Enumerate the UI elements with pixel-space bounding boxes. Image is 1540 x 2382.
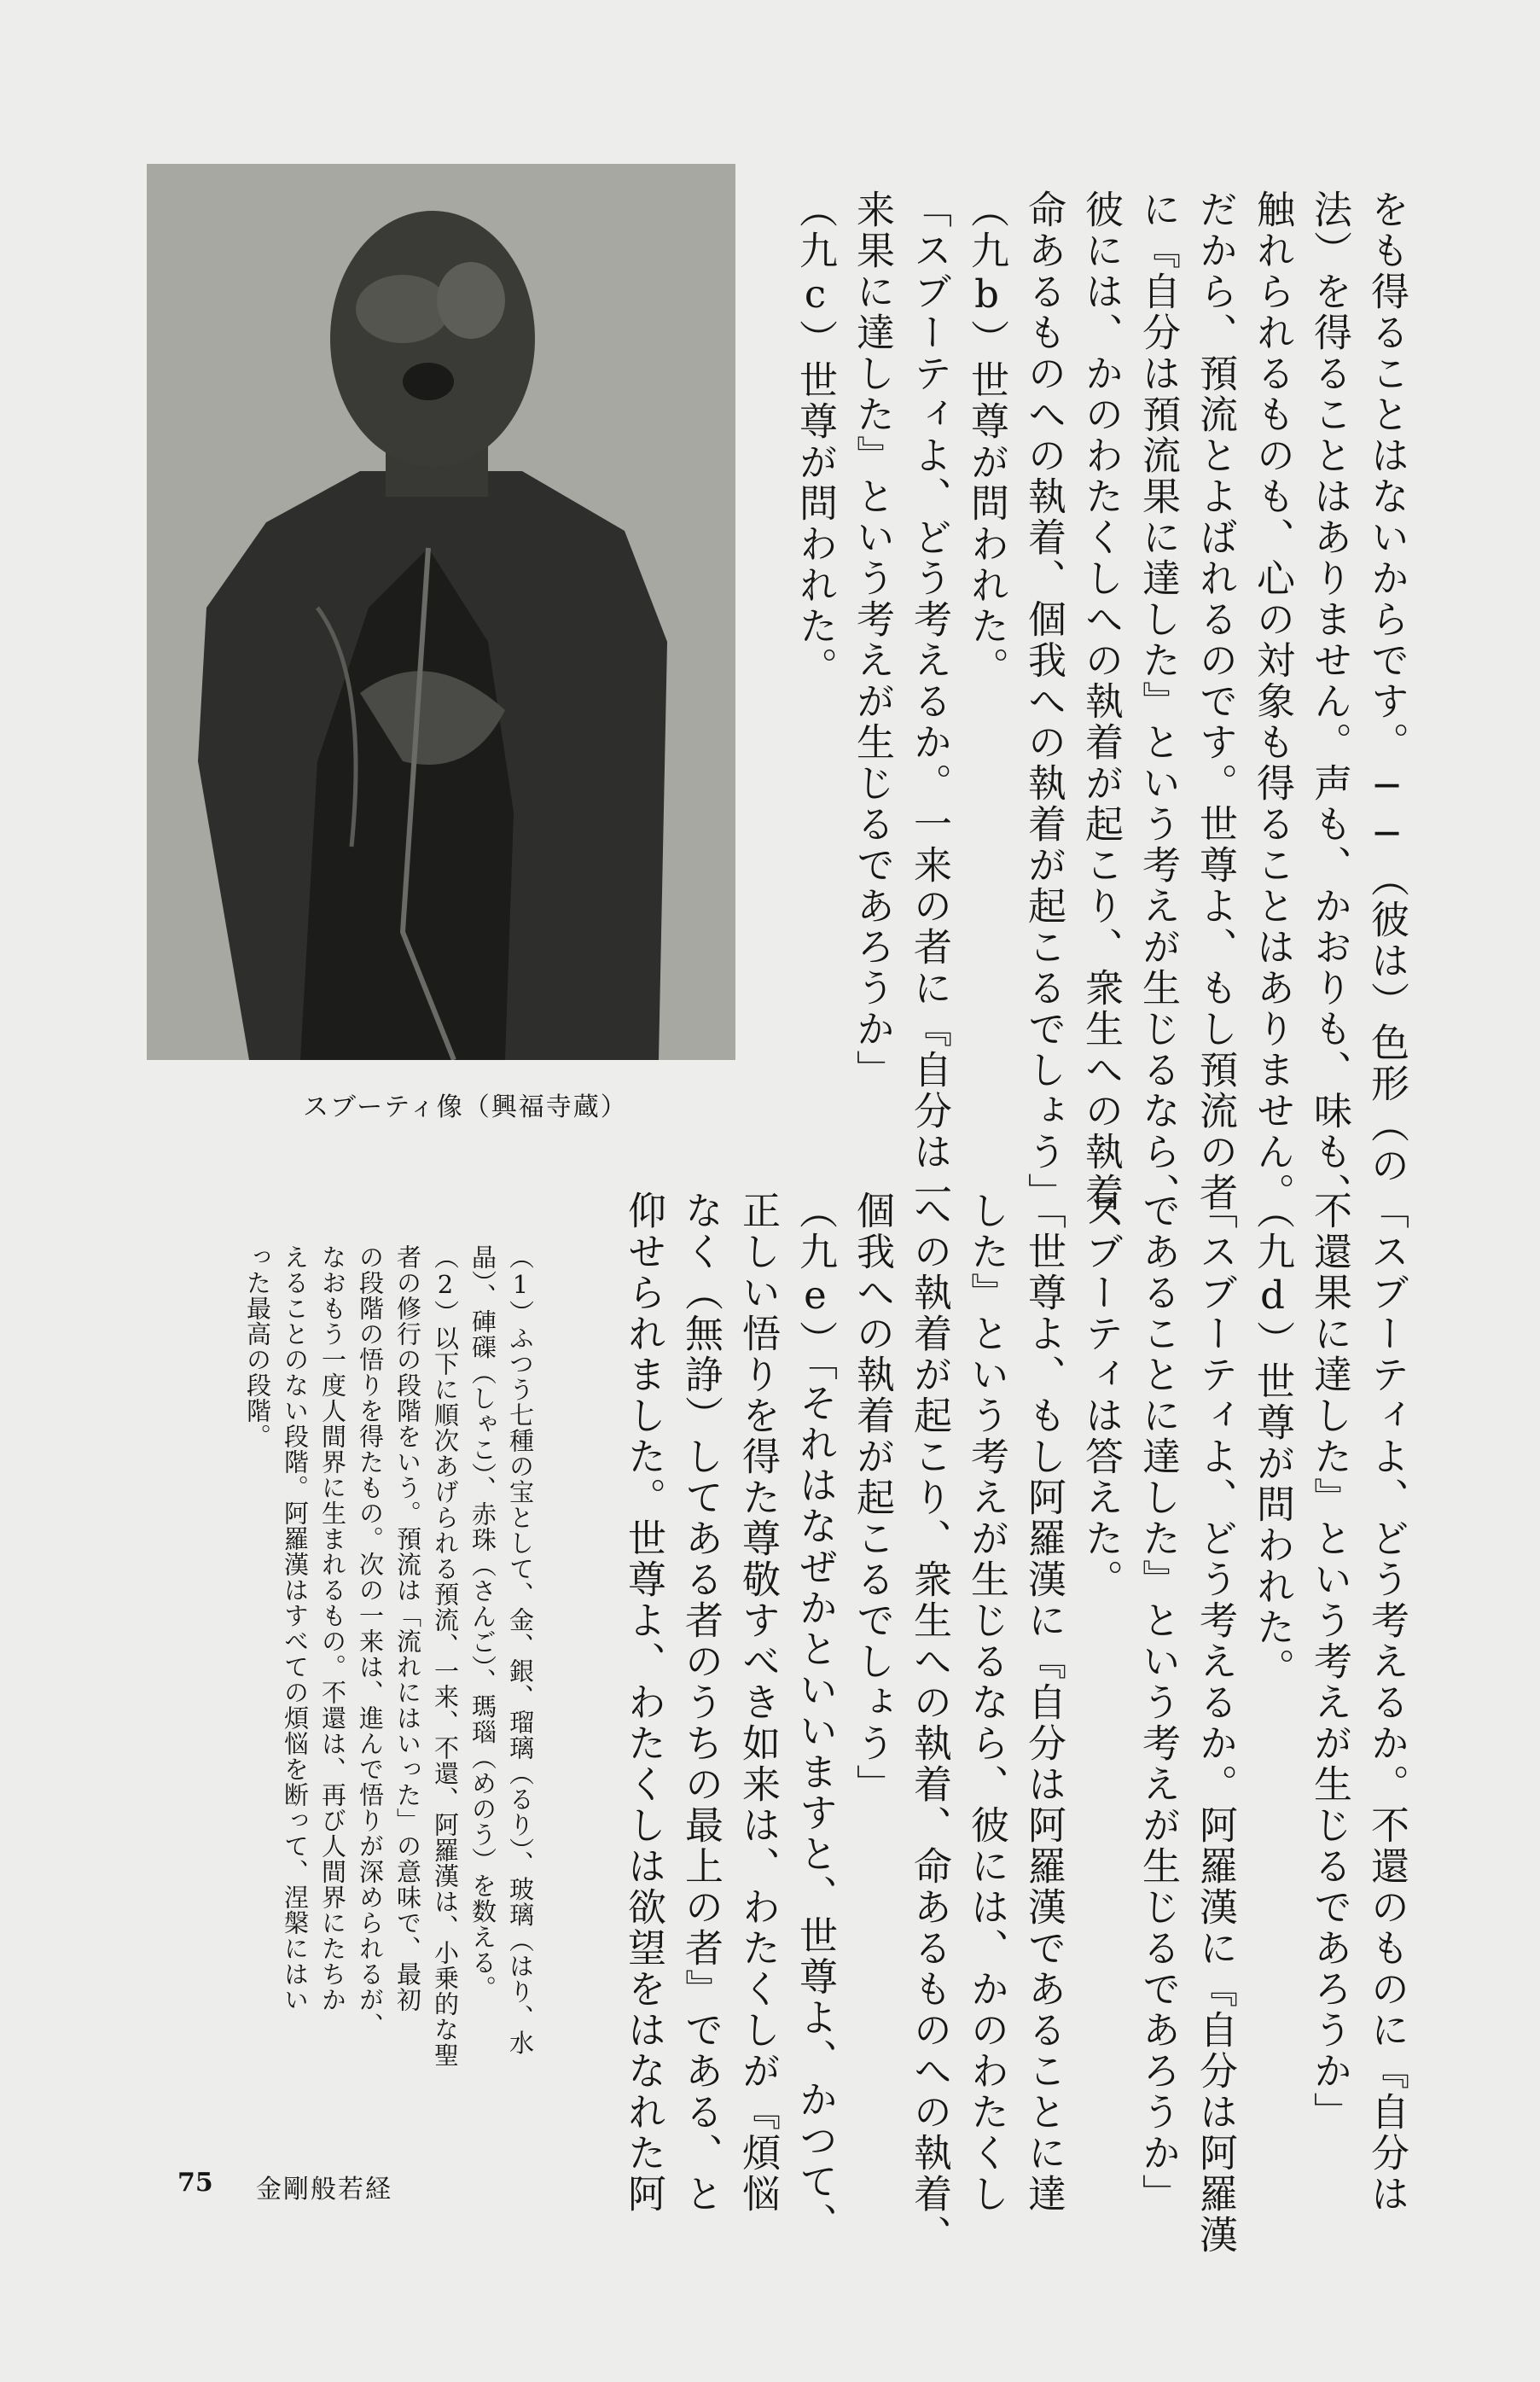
footnote-line: 晶）、硨磲（しゃこ）、赤珠（さんご）、瑪瑙（めのう）を数える。 (468, 1244, 497, 2001)
photo-caption: スブーティ像（興福寺蔵） (303, 1092, 628, 1122)
text-column: なく（無諍）してある者のうちの最上の者』である、と (678, 1191, 724, 2215)
page-number: 75 (177, 2168, 213, 2198)
footnote-line: なおもう一度人間界に生まれるもの。不還は、再び人間界にたちか (318, 1244, 347, 2012)
text-column: 来果に達した』という考えが生じるであろうか」 (850, 189, 895, 1091)
text-column: 命あるものへの執着、個我への執着が起こるでしょう」 (1021, 189, 1066, 1214)
footnote-line: った最高の段階。 (243, 1244, 272, 1449)
text-column: （九c）世尊が問われた。 (793, 189, 838, 688)
text-column: 「スブーティよ、どう考えるか。不還のものに『自分は (1364, 1191, 1409, 2215)
text-column: （九e）「それはなぜかといいますと、世尊よ、かつて、 (793, 1191, 838, 2244)
footnote-line: の段階の悟りを得たもの。次の一来は、進んで悟りが深められるが、 (356, 1244, 385, 2038)
text-column: に『自分は預流果に達した』という考えが生じるなら、 (1136, 189, 1181, 1214)
text-column: （九b）世尊が問われた。 (964, 189, 1009, 688)
subhuti-statue-photo (147, 164, 735, 1060)
text-column: をも得ることはないからです。──（彼は）色形（の (1364, 189, 1409, 1186)
text-column: への執着が起こり、衆生への執着、命あるものへの執着、 (907, 1191, 952, 2256)
text-column: 「世尊よ、もし阿羅漢に『自分は阿羅漢であることに達 (1021, 1191, 1066, 2215)
footnote-line: （2）以下に順次あげられる預流、一来、不還、阿羅漢は、小乗的な聖 (431, 1244, 460, 2068)
text-column: 個我への執着が起こるでしょう」 (850, 1191, 895, 1805)
text-column: だから、預流とよばれるのです。世尊よ、もし預流の者 (1193, 189, 1238, 1214)
text-column: 仰せられました。世尊よ、わたくしは欲望をはなれた阿 (621, 1191, 666, 2215)
text-column: 法）を得ることはありません。声も、かおりも、味も、 (1307, 189, 1352, 1214)
text-column: であることに達した』という考えが生じるであろうか」 (1136, 1191, 1181, 2215)
footnote-line: 者の修行の段階をいう。預流は「流れにはいった」の意味で、最初 (393, 1244, 422, 2012)
text-column: した』という考えが生じるなら、彼には、かのわたくし (964, 1191, 1009, 2215)
statue-photo-icon (147, 164, 735, 1060)
text-column: 「スブーティよ、どう考えるか。一来の者に『自分は一 (907, 189, 952, 1214)
text-column: スブーティは答えた。 (1078, 1191, 1124, 1600)
text-column: （九d）世尊が問われた。 (1250, 1191, 1295, 1689)
text-column: 彼には、かのわたくしへの執着が起こり、衆生への執着、 (1078, 189, 1124, 1255)
running-head: 金剛般若経 (256, 2175, 392, 2204)
text-column: 「スブーティよ、どう考えるか。阿羅漢に『自分は阿羅漢 (1193, 1191, 1238, 2256)
footnote-line: えることのない段階。阿羅漢はすべての煩悩を断って、涅槃にはい (281, 1244, 310, 2012)
text-column: 不還果に達した』という考えが生じるであろうか」 (1307, 1191, 1352, 2133)
footnote-line: （1）ふつう七種の宝として、金、銀、瑠璃（るり）、玻璃（はり、水 (506, 1244, 535, 2056)
text-column: 触れられるものも、心の対象も得ることはありません。 (1250, 189, 1295, 1214)
text-column: 正しい悟りを得た尊敬すべき如来は、わたくしが『煩悩 (735, 1191, 781, 2215)
